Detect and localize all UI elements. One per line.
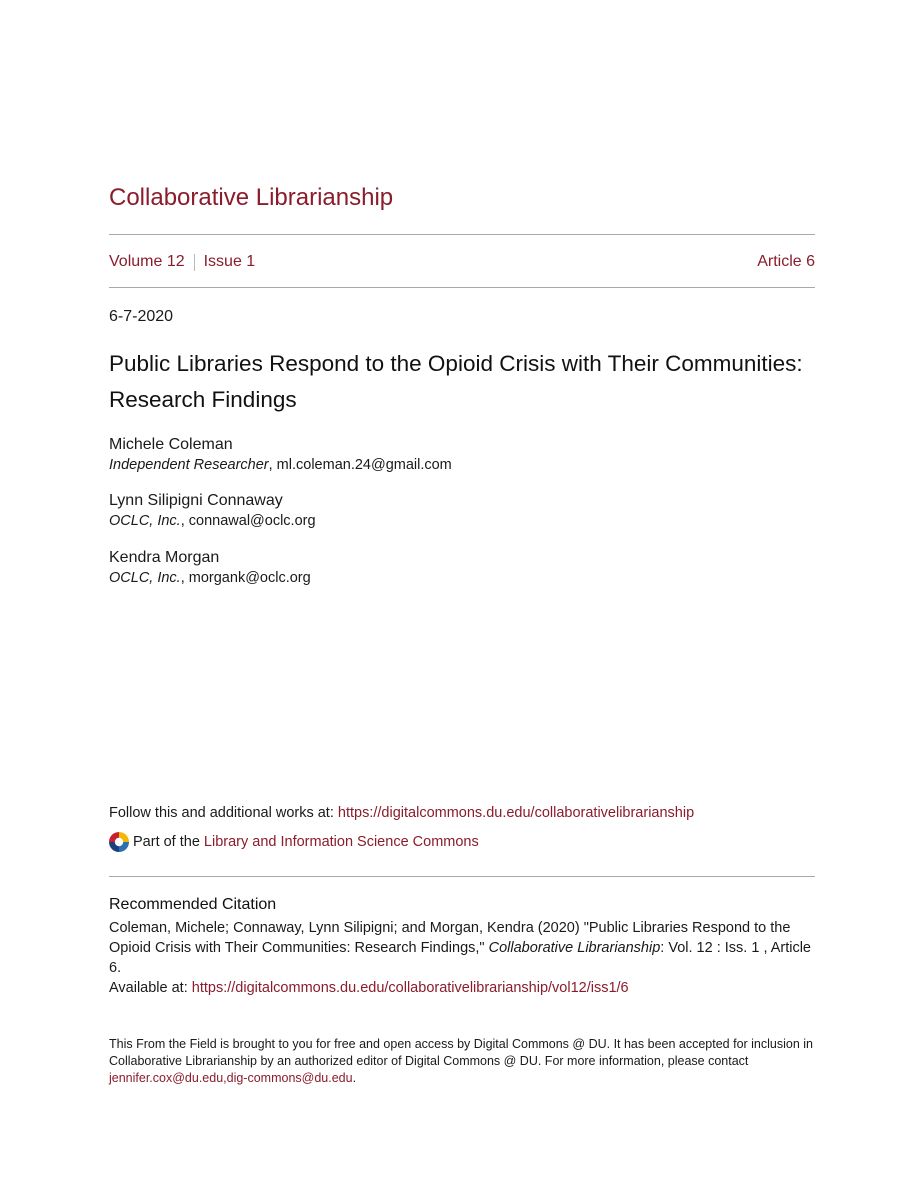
article-url-link[interactable]: https://digitalcommons.du.edu/collaborativelibrarianship/vol12/iss1/6 xyxy=(191,980,629,996)
author-email: , connawal@oclc.org xyxy=(180,513,316,529)
article-number-link[interactable]: Article 6 xyxy=(757,253,815,270)
author-email: , morgank@oclc.org xyxy=(180,570,311,586)
affiliation-name: OCLC, Inc. xyxy=(109,570,181,586)
author-block xyxy=(109,435,815,475)
citation-authors-title: Coleman, Michele; Connaway, Lynn Silipigni; and Morgan, Kendra (2020) "Public Libraries Respond to the Opioid Crisis with Their Communities: Research Findings," xyxy=(109,920,791,956)
author-affiliation xyxy=(109,455,815,475)
publication-date: 6-7-2020 xyxy=(109,308,174,325)
contact-email-link[interactable]: jennifer.cox@du.edu,dig-commons@du.edu xyxy=(109,1071,353,1085)
collection-url-link[interactable]: https://digitalcommons.du.edu/collaborativelibrarianship xyxy=(337,805,695,821)
commons-link[interactable]: Library and Information Science Commons xyxy=(203,834,479,850)
part-of-line xyxy=(109,832,479,852)
issue-divider xyxy=(109,287,815,288)
issue-link[interactable]: Issue 1 xyxy=(203,253,256,270)
author-email: , ml.coleman.24@gmail.com xyxy=(268,457,452,473)
recommended-citation-heading: Recommended Citation xyxy=(109,896,277,913)
affiliation-name: OCLC, Inc. xyxy=(109,513,181,529)
author-affiliation xyxy=(109,511,815,531)
follow-prefix: Follow this and additional works at: xyxy=(109,805,338,821)
citation-text xyxy=(109,918,815,998)
author-affiliation xyxy=(109,568,815,588)
access-notice-end: . xyxy=(352,1071,357,1085)
volume-link[interactable]: Volume 12 xyxy=(109,253,185,270)
citation-journal: Collaborative Librarianship xyxy=(488,940,661,956)
issue-row xyxy=(109,251,815,273)
author-name: Kendra Morgan xyxy=(109,549,220,566)
article-title: Public Libraries Respond to the Opioid Crisis with Their Communities: Research Findings xyxy=(109,351,803,412)
journal-title-link[interactable]: Collaborative Librarianship xyxy=(109,184,394,211)
author-block xyxy=(109,548,815,588)
author-name: Michele Coleman xyxy=(109,436,233,453)
part-of-prefix: Part of the xyxy=(133,834,200,850)
volume-issue-separator xyxy=(194,254,195,271)
access-notice xyxy=(109,1036,815,1087)
citation-volume: : Vol. 12 : Iss. 1 , Article 6. xyxy=(109,940,811,976)
access-notice-text: This From the Field is brought to you for free and open access by Digital Commons @ DU. It has been accepted for inclusion in Collaborative Librarianship by an authorized editor of Digital Commons @ DU. For more information, please contact xyxy=(109,1037,813,1068)
available-at-prefix: Available at: xyxy=(109,980,192,996)
citation-divider xyxy=(109,876,815,877)
bepress-network-logo-icon xyxy=(109,832,129,852)
follow-line xyxy=(109,805,694,821)
author-block xyxy=(109,491,815,531)
affiliation-name: Independent Researcher xyxy=(109,457,269,473)
author-name: Lynn Silipigni Connaway xyxy=(109,492,283,509)
top-divider xyxy=(109,234,815,235)
